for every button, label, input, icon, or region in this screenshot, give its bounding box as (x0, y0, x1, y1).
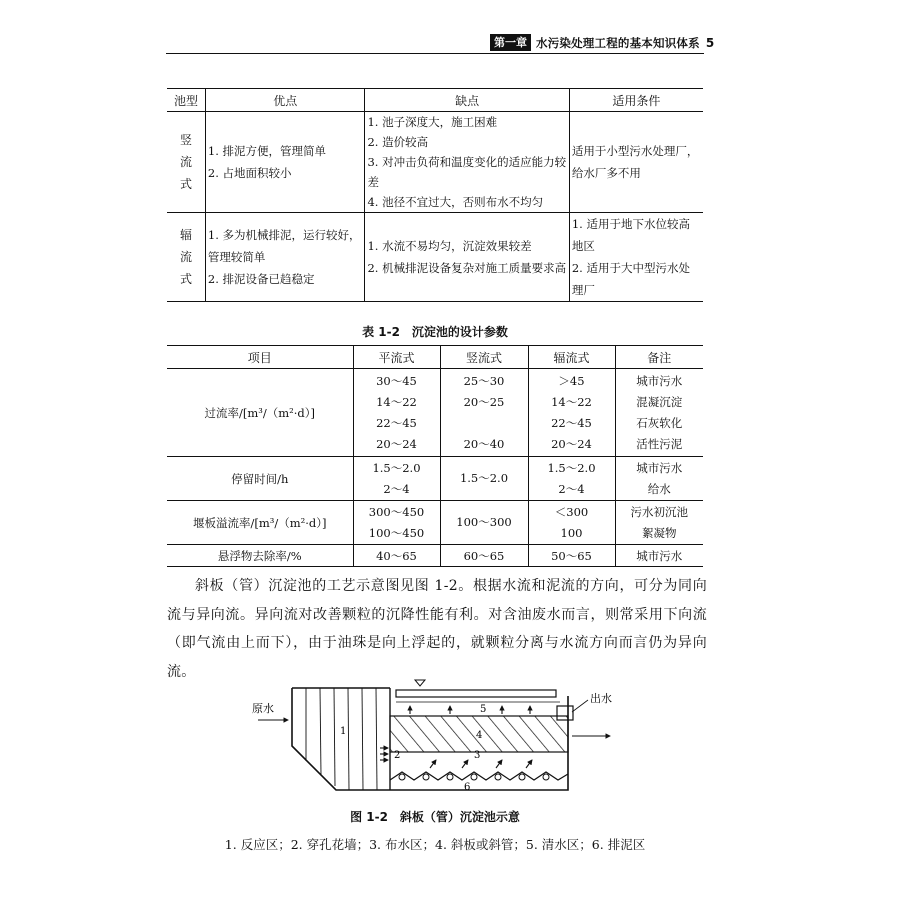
design-parameter-table (167, 345, 703, 567)
notes-cell: 城市污水 (615, 545, 703, 567)
chapter-title: 水污染处理工程的基本知识体系 (536, 35, 700, 50)
figure-legend: 1. 反应区；2. 穿孔花墙；3. 布水区；4. 斜板或斜管；5. 清水区；6. 排泥区 (224, 837, 646, 852)
zone-number: 6 (464, 782, 471, 793)
running-header (490, 34, 714, 51)
table-header-row (167, 89, 703, 112)
cons-cell: 1. 水流不易均匀，沉淀效果较差 2. 机械排泥设备复杂对施工质量要求高 (365, 213, 569, 302)
water-level-marker (415, 680, 425, 686)
zone-number: 2 (394, 750, 401, 761)
column-header: 池型 (167, 89, 205, 112)
clear-water-channel (396, 690, 556, 697)
item-cell: 停留时间/h (167, 457, 353, 501)
item-cell: 悬浮物去除率/% (217, 548, 302, 563)
horizontal-cell: 1.5～2.0 2～4 (353, 457, 440, 501)
pool-type-cell: 辐 流 式 (179, 228, 192, 286)
column-header: 竖流式 (440, 346, 528, 369)
zone-number: 3 (474, 750, 481, 761)
vertical-cell: 60～65 (440, 545, 528, 567)
table-row (167, 112, 703, 213)
table-row (167, 213, 703, 302)
table-caption: 表 1-2 沉淀池的设计参数 (362, 325, 508, 339)
item-cell: 堰板溢流率/[m³/（m²·d）] (167, 501, 353, 545)
zone-number: 5 (480, 704, 487, 715)
column-header: 优点 (205, 89, 365, 112)
horizontal-cell: 40～65 (353, 545, 440, 567)
column-header: 备注 (615, 346, 703, 369)
pros-cell: 1. 多为机械排泥，运行较好，管理较简单 2. 排泥设备已趋稳定 (205, 213, 365, 302)
settling-tank-diagram (250, 676, 620, 796)
column-header: 适用条件 (569, 89, 703, 112)
notes-cell: 城市污水 给水 (615, 457, 703, 501)
notes-cell: 城市污水 混凝沉淀 石灰软化 活性污泥 (615, 369, 703, 457)
outlet-label: 出水 (590, 692, 612, 705)
radial-cell: 1.5～2.0 2～4 (528, 457, 615, 501)
vertical-cell: 1.5～2.0 (440, 457, 528, 501)
column-header: 项目 (167, 346, 353, 369)
column-header: 平流式 (353, 346, 440, 369)
body-paragraph: 斜板（管）沉淀池的工艺示意图见图 1-2。根据水流和泥流的方向，可分为同向流与异向流。异向流对改善颗粒的沉降性能有利。对含油废水而言，则常采用下向流（即气流由上而下），由于油珠是向上浮起的，就颗粒分离与水流方向而言仍为异向流。 (167, 578, 707, 680)
vertical-cell: 25～30 20～25 20～40 (440, 369, 528, 457)
reaction-zone-baffles (306, 688, 377, 790)
radial-cell: ＞45 14～22 22～45 20～24 (528, 369, 615, 457)
table-header-row (167, 346, 703, 369)
inlet-label: 原水 (252, 702, 274, 715)
column-header: 缺点 (365, 89, 569, 112)
horizontal-cell: 30～45 14～22 22～45 20～24 (353, 369, 440, 457)
conditions-cell: 适用于小型污水处理厂，给水厂多不用 (569, 112, 703, 213)
pros-cell: 1. 排泥方便，管理简单 2. 占地面积较小 (205, 112, 365, 213)
figure-caption: 图 1-2 斜板（管）沉淀池示意 (350, 810, 520, 824)
comparison-table (167, 88, 703, 302)
notes-cell: 污水初沉池 絮凝物 (615, 501, 703, 545)
column-header: 辐流式 (528, 346, 615, 369)
radial-cell: ＜300 100 (528, 501, 615, 545)
table-row (167, 501, 703, 545)
table-row (167, 545, 703, 567)
chapter-tag: 第一章 (490, 34, 531, 51)
cons-cell: 1. 池子深度大，施工困难 2. 造价较高 3. 对冲击负荷和温度变化的适应能力较差 4. 池径不宜过大，否则布水不均匀 (365, 112, 569, 213)
conditions-cell: 1. 适用于地下水位较高地区 2. 适用于大中型污水处理厂 (569, 213, 703, 302)
sludge-hoppers (390, 772, 568, 780)
table-row (167, 457, 703, 501)
pool-type-cell: 竖 流 式 (167, 112, 205, 213)
page-number: 5 (705, 35, 715, 50)
vertical-cell: 100～300 (440, 501, 528, 545)
table-row (167, 369, 703, 457)
zone-number: 1 (340, 726, 347, 737)
radial-cell: 50～65 (528, 545, 615, 567)
horizontal-cell: 300～450 100～450 (353, 501, 440, 545)
header-rule (166, 53, 704, 54)
item-cell: 过流率/[m³/（m²·d）] (167, 369, 353, 457)
zone-number: 4 (476, 730, 483, 741)
